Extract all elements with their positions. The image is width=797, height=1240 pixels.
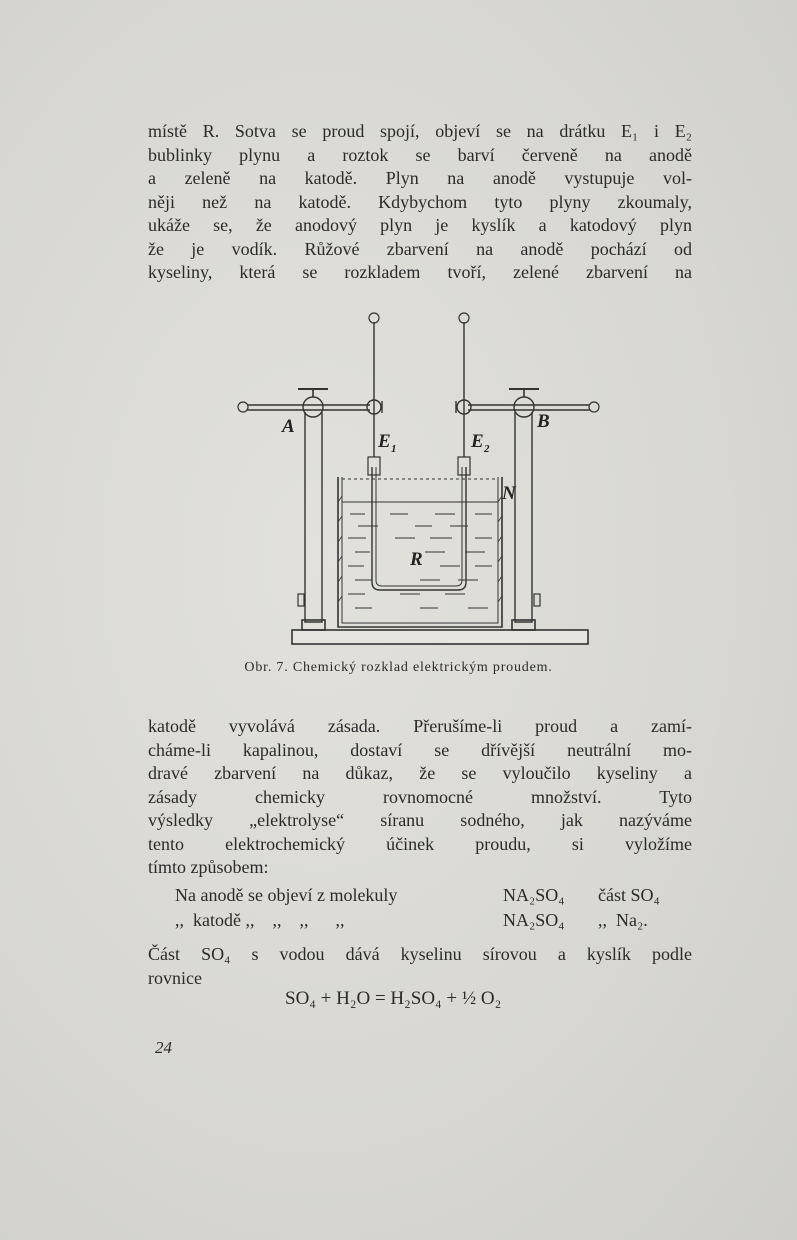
label-N: N	[502, 483, 516, 504]
label-E1: E	[378, 431, 391, 452]
base-plate	[292, 630, 588, 644]
figure-caption: Obr. 7. Chemický rozklad elektrickým proudem.	[244, 660, 553, 675]
stand-right	[515, 412, 532, 622]
text-line: že je vodík. Růžové zbarvení na anodě pochází od	[148, 238, 692, 259]
reaction-lines	[175, 883, 660, 933]
text-line: dravé zbarvení na důkaz, že se vyloučilo kyseliny a	[148, 763, 692, 783]
text-line: Část SO₄ s vodou dává kyselinu sírovou a kyslík podle	[148, 944, 692, 964]
page-number: 24	[155, 1038, 172, 1057]
text-line: kyseliny, která se rozkladem tvoří, zelené zbarvení na	[148, 262, 692, 282]
label-A: A	[282, 416, 295, 437]
text-line: a zeleně na katodě. Plyn na anodě vystupuje vol-	[148, 168, 692, 188]
reaction-line	[175, 883, 660, 908]
text-line: místě R. Sotva se proud spojí, objeví se na drátku E₁ i E₂	[148, 121, 692, 141]
paragraph-3	[148, 943, 692, 990]
label-R: R	[410, 549, 423, 570]
reaction-right: část SO₄	[598, 885, 660, 905]
text-line: tento elektrochemický účinek proudu, si vyložíme	[148, 833, 692, 854]
label-E2: E	[471, 431, 484, 452]
reaction-line	[175, 908, 660, 933]
reaction-mid: NA₂SO₄	[503, 910, 565, 930]
label-E1-sub: 1	[391, 443, 397, 455]
paragraph-2	[148, 715, 692, 880]
text-line: zásady chemicky rovnomocné množství. Tyto	[148, 786, 692, 807]
reaction-left: ,, katodě ,, ,, ,, ,,	[175, 910, 345, 930]
text-line: cháme-li kapalinou, dostaví se dřívější neutrální mo-	[148, 739, 692, 760]
label-E2-sub: 2	[484, 443, 490, 455]
text-line: rovnice	[148, 967, 202, 988]
text-line: ukáže se, že anodový plyn je kyslík a katodový plyn	[148, 215, 692, 235]
paragraph-1	[148, 120, 692, 285]
electrode-wire	[372, 467, 466, 590]
text-line: něji než na katodě. Kdybychom tyto plyny zkoumaly,	[148, 191, 692, 212]
reaction-mid: NA₂SO₄	[503, 885, 565, 905]
text-line: bublinky plynu a roztok se barví červeně na anodě	[148, 144, 692, 165]
text-line: tímto způsobem:	[148, 857, 269, 877]
electrolysis-apparatus-figure	[230, 302, 600, 652]
stand-left	[305, 412, 322, 622]
chemical-equation: SO₄ + H₂O = H₂SO₄ + ½ O₂	[285, 988, 502, 1009]
text-line: výsledky „elektrolyse“ síranu sodného, jak nazýváme	[148, 810, 692, 830]
text-line: katodě vyvolává zásada. Přerušíme-li proud a zamí-	[148, 716, 692, 736]
label-B: B	[537, 411, 550, 432]
reaction-right: ,, Na₂.	[598, 910, 648, 930]
reaction-left: Na anodě se objeví z molekuly	[175, 885, 398, 905]
